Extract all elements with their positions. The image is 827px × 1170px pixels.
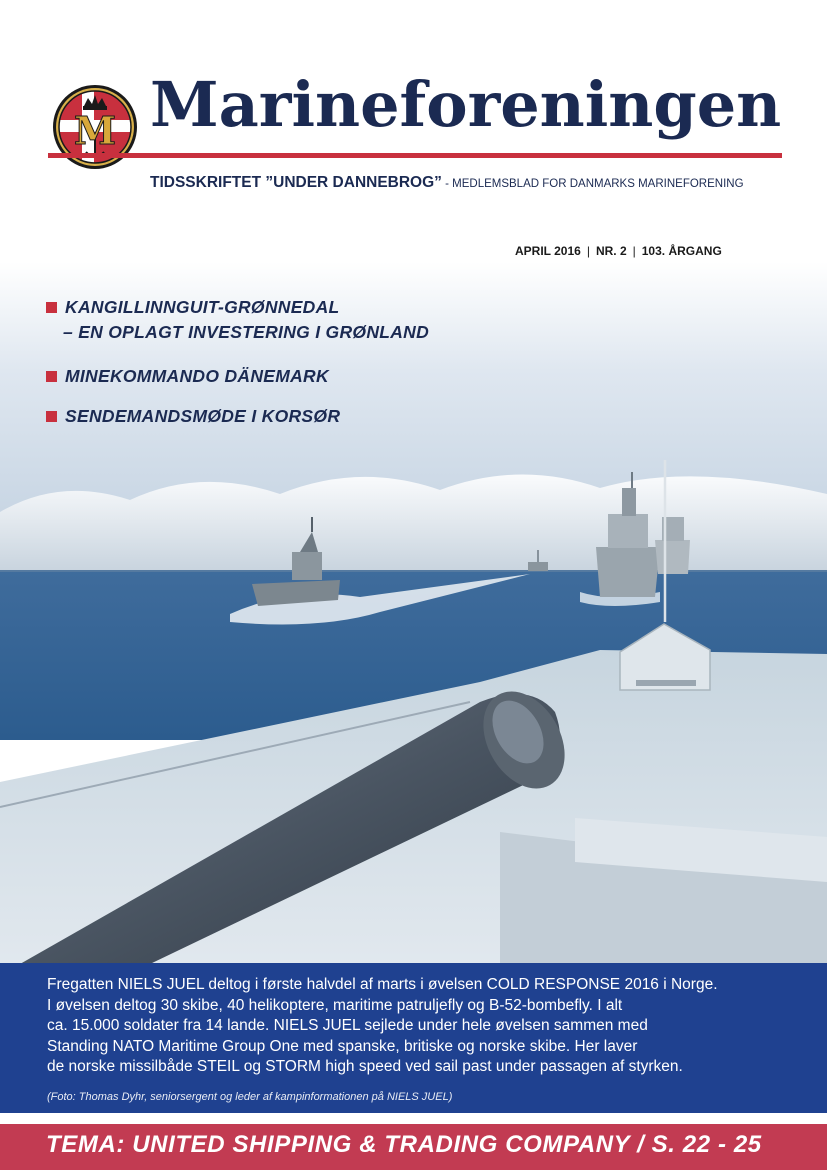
issue-number: NR. 2	[595, 244, 627, 258]
magazine-title: Marineforeningen	[150, 68, 782, 141]
issue-info	[515, 244, 722, 258]
masthead-rule	[48, 153, 782, 158]
headline-3-text: SENDEMANDSMØDE I KORSØR	[65, 406, 341, 426]
caption-line: Fregatten NIELS JUEL deltog i første halvdel af marts i øvelsen COLD RESPONSE 2016 i Norge.	[47, 976, 718, 993]
subtitle-main: TIDSSKRIFTET ”UNDER DANNEBROG”	[150, 174, 442, 191]
subtitle-rest: - MEDLEMSBLAD FOR DANMARKS MARINEFORENING	[441, 178, 744, 190]
headline-1-text: KANGILLINNGUIT-GRØNNEDAL	[65, 297, 340, 317]
issue-volume: 103. ÅRGANG	[641, 244, 722, 258]
caption-line: Standing NATO Maritime Group One med spanske, britiske og norske skibe. Her laver	[47, 1037, 638, 1055]
issue-separator: |	[586, 244, 590, 258]
caption-line: ca. 15.000 soldater fra 14 lande. NIELS JUEL sejlede under hele øvelsen sammen med	[47, 1017, 648, 1034]
issue-separator: |	[632, 244, 636, 258]
issue-date: APRIL 2016	[515, 244, 581, 258]
theme-text: TEMA: UNITED SHIPPING & TRADING COMPANY / S. 22 - 25	[46, 1131, 762, 1158]
photo-credit: (Foto: Thomas Dyhr, seniorsergent og leder af kampinformationen på NIELS JUEL)	[47, 1091, 453, 1103]
headline-1-line2: – EN OPLAGT INVESTERING I GRØNLAND	[63, 322, 430, 342]
magazine-subtitle	[150, 174, 744, 192]
caption-line: de norske missilbåde STEIL og STORM high speed ved sail past under passagen af styrken.	[47, 1058, 683, 1075]
headline-bullet	[46, 411, 57, 422]
headline-1	[46, 297, 340, 318]
photo-caption	[47, 975, 807, 1078]
headline-bullet	[46, 371, 57, 382]
logo-letter: M	[73, 108, 117, 153]
headline-2-text: MINEKOMMANDO DÄNEMARK	[65, 366, 329, 386]
headline-3	[46, 406, 340, 427]
caption-line: I øvelsen deltog 30 skibe, 40 helikoptere, maritime patruljefly og B-52-bombefly. I alt	[47, 996, 623, 1014]
headline-2	[46, 366, 329, 387]
headline-bullet	[46, 302, 57, 313]
